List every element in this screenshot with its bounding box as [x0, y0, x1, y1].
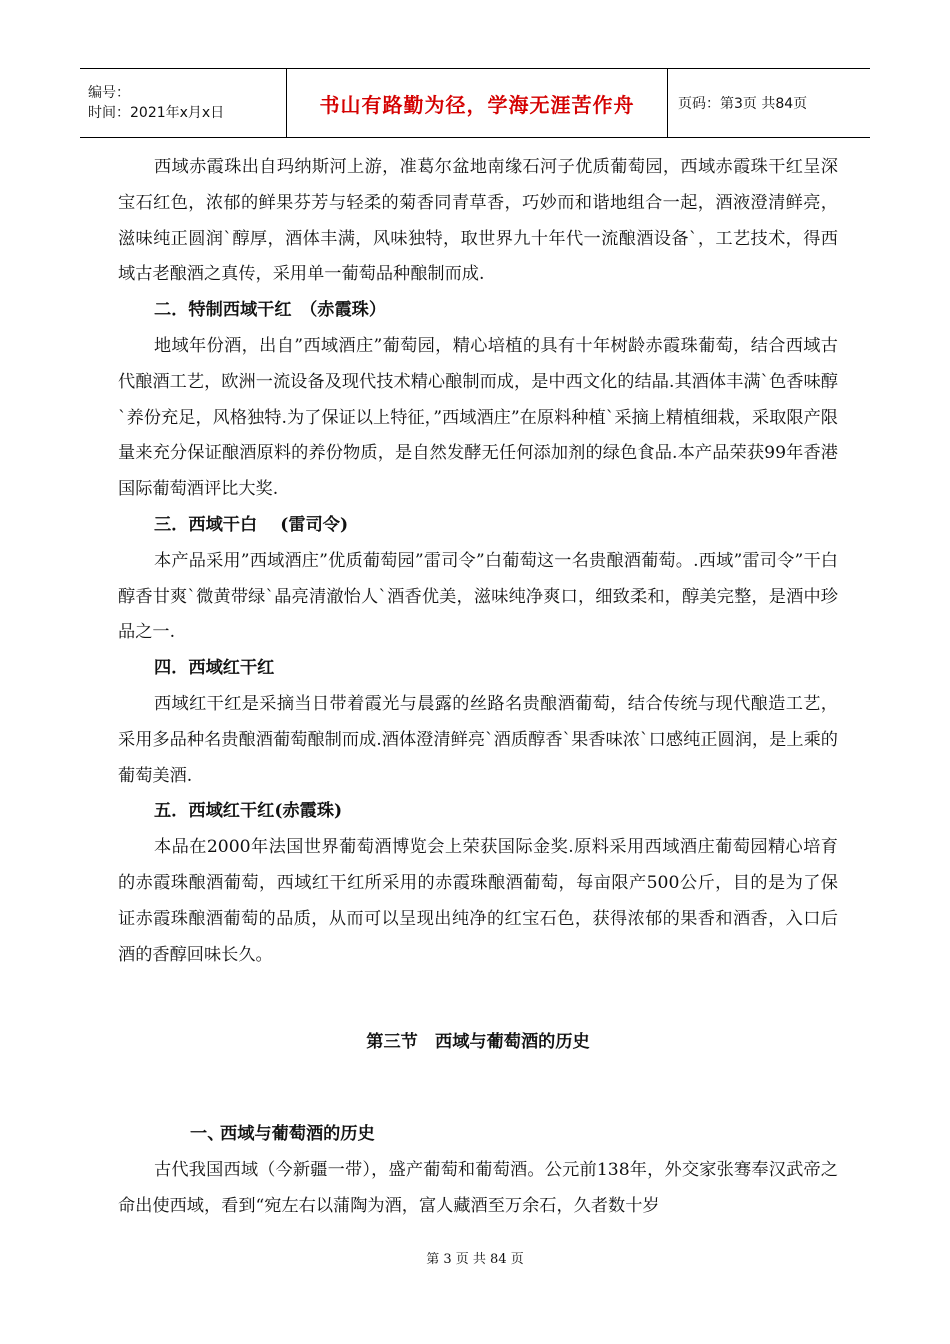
page-label: 页码：第3页 共84页 [678, 96, 808, 112]
heading-special-dry-red: 二．特制西域干红 （赤霞珠） [154, 300, 387, 321]
subsection-title: 西域与葡萄酒的历史 [220, 1124, 375, 1145]
heading-xiyu-red-cabernet: 五．西域红干红(赤霞珠) [154, 801, 343, 822]
doc-code-label: 编号： [88, 85, 130, 101]
header-page-info [668, 69, 870, 137]
subsection-heading [118, 1117, 838, 1153]
header-meta [80, 69, 287, 137]
doc-date-label: 时间：2021年x月x日 [88, 105, 225, 121]
page-header [80, 68, 870, 138]
header-motto [287, 69, 668, 137]
document-body [118, 150, 838, 1225]
heading-dry-white: 三．西域干白 (雷司令) [154, 514, 349, 535]
paragraph-xiyu-red: 西域红干红是采摘当日带着霞光与晨露的丝路名贵酿酒葡萄，结合传统与现代酿造工艺，采用多品种名贵酿酒葡萄酿制而成.酒体澄清鲜亮`酒质醇香`果香味浓`口感纯正圆润，是上乘的葡萄美酒. [118, 693, 838, 786]
subsection-number: 一、 [190, 1124, 225, 1145]
section-title: 第三节 西域与葡萄酒的历史 [366, 1032, 590, 1053]
motto-text: 书山有路勤为径，学海无涯苦作舟 [319, 92, 635, 117]
paragraph-cabernet-intro: 西域赤霞珠出自玛纳斯河上游，准葛尔盆地南缘石河子优质葡萄园，西域赤霞珠干红呈深宝石红色，浓郁的鲜果芬芳与轻柔的菊香同青草香，巧妙而和谐地组合一起，酒液澄清鲜亮，滋味纯正圆润`醇厚，酒体丰满，风味独特，取世界九十年代一流酿酒设备`，工艺技术，得西域古老酿酒之真传，采用单一葡萄品种酿制而成. [118, 157, 838, 285]
paragraph-history: 古代我国西域（今新疆一带），盛产葡萄和葡萄酒。公元前138年，外交家张骞奉汉武帝之命出使西域，看到“宛左右以蒲陶为酒，富人藏酒至万余石，久者数十岁 [118, 1159, 838, 1216]
heading-xiyu-red: 四．西域红干红 [154, 658, 275, 679]
page-footer: 第 3 页 共 84 页 [426, 1252, 524, 1267]
paragraph-dry-white: 本产品采用”西域酒庄”优质葡萄园”雷司令”白葡萄这一名贵酿酒葡萄。.西域”雷司令”干白醇香甘爽`微黄带绿`晶亮清澈怡人`酒香优美，滋味纯净爽口，细致柔和，醇美完整，是酒中珍品之一. [118, 550, 838, 643]
paragraph-xiyu-red-cabernet: 本品在2000年法国世界葡萄酒博览会上荣获国际金奖.原料采用西域酒庄葡萄园精心培育的赤霞珠酿酒葡萄，西域红干红所采用的赤霞珠酿酒葡萄，每亩限产500公斤，目的是为了保证赤霞珠酿酒葡萄的品质，从而可以呈现出纯净的红宝石色，获得浓郁的果香和酒香，入口后酒的香醇回味长久。 [118, 837, 838, 965]
paragraph-special-dry-red: 地域年份酒，出自”西域酒庄”葡萄园，精心培植的具有十年树龄赤霞珠葡萄，结合西域古代酿酒工艺，欧洲一流设备及现代技术精心酿制而成，是中西文化的结晶.其酒体丰满`色香味醇`养份充足，风格独特.为了保证以上特征，”西域酒庄”在原料种植`采摘上精植细栽，采取限产限量来充分保证酿酒原料的养份物质，是自然发酵无任何添加剂的绿色食品.本产品荣获99年香港国际葡萄酒评比大奖. [118, 335, 838, 500]
